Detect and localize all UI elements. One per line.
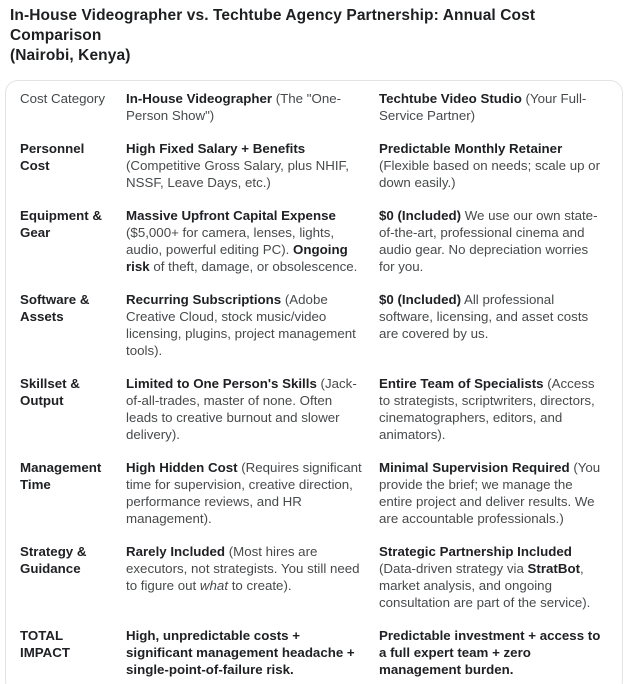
text-segment: In-House Videographer <box>126 91 273 106</box>
text-segment: (Competitive Gross Salary, plus NHIF, NSSF, Leave Days, etc.) <box>126 158 349 190</box>
cost-category-cell: Software & Assets <box>20 292 90 324</box>
document-page <box>0 6 630 684</box>
text-segment: Limited to One Person's Skills <box>126 376 317 391</box>
text-segment: $0 (Included) <box>379 292 462 307</box>
text-segment: ($5,000+ for camera, lenses, lights, audio, powerful editing PC). <box>126 225 335 257</box>
comparison-table <box>5 80 623 684</box>
techtube-studio-cell <box>379 291 608 359</box>
text-segment: (Flexible based on needs; scale up or down easily.) <box>379 158 601 190</box>
cost-category-cell: Strategy & Guidance <box>20 544 87 576</box>
cost-category-cell: Cost Category <box>20 91 105 106</box>
text-segment: (Most hires are executors, not strategists. You still need to figure out <box>126 544 360 593</box>
text-segment: Rarely Included <box>126 544 226 559</box>
techtube-studio-cell <box>379 375 608 443</box>
text-segment: Massive Upfront Capital Expense <box>126 208 336 223</box>
text-segment: All professional software, licensing, and asset costs are covered by us. <box>379 292 589 341</box>
text-segment: to create). <box>228 578 292 593</box>
text-segment: High, unpredictable costs + significant management headache + single-point-of-failure risk. <box>126 628 355 677</box>
table-row-equipment-gear <box>20 207 608 275</box>
inhouse-videographer-cell <box>126 627 379 678</box>
table-row-personnel-cost <box>20 140 608 191</box>
cost-category-cell: Skillset & Output <box>20 376 80 408</box>
text-segment: of theft, damage, or obsolescence. <box>149 259 358 274</box>
inhouse-videographer-cell <box>126 207 379 275</box>
text-segment: (You provide the brief; we manage the entire project and deliver results. We are accountable professionals.) <box>379 460 601 526</box>
text-segment: what <box>199 578 229 593</box>
inhouse-videographer-cell <box>126 291 379 359</box>
text-segment: (Access to strategists, scriptwriters, directors, cinematographers, editors, and animators). <box>379 376 595 442</box>
text-segment: Recurring Subscriptions <box>126 292 282 307</box>
cost-category-cell: TOTAL IMPACT <box>20 628 70 660</box>
table-row-software-assets <box>20 291 608 359</box>
inhouse-videographer-cell <box>126 543 379 611</box>
techtube-studio-cell <box>379 627 608 678</box>
techtube-studio-cell <box>379 459 608 527</box>
text-segment: We use our own state-of-the-art, professional cinema and audio gear. No depreciation worries for you. <box>379 208 598 274</box>
techtube-studio-cell <box>379 543 608 611</box>
text-segment: , market analysis, and ongoing consultation are part of the service). <box>379 561 591 610</box>
text-segment: Entire Team of Specialists <box>379 376 544 391</box>
cost-category-cell: Equipment & Gear <box>20 208 102 240</box>
text-segment: (Your Full-Service Partner) <box>379 91 587 123</box>
techtube-studio-cell <box>379 90 608 124</box>
text-segment: Predictable Monthly Retainer <box>379 141 563 156</box>
cost-category-cell: Personnel Cost <box>20 141 85 173</box>
techtube-studio-cell <box>379 207 608 275</box>
techtube-studio-cell <box>379 140 608 191</box>
text-segment: High Fixed Salary + Benefits <box>126 141 306 156</box>
text-segment: Ongoing risk <box>126 242 348 274</box>
page-title-line1: In-House Videographer vs. Techtube Agency Partnership: Annual Cost Comparison <box>10 7 536 44</box>
text-segment: Predictable investment + access to a full expert team + zero management burden. <box>379 628 601 677</box>
text-segment: High Hidden Cost <box>126 460 238 475</box>
text-segment: (Jack-of-all-trades, master of none. Often leads to creative burnout and slower delivery). <box>126 376 357 442</box>
text-segment: (Adobe Creative Cloud, stock music/video licensing, plugins, project management tools). <box>126 292 356 358</box>
text-segment: (The "One-Person Show") <box>126 91 342 123</box>
text-segment: Techtube Video Studio <box>379 91 522 106</box>
inhouse-videographer-cell <box>126 90 379 124</box>
table-row-management-time <box>20 459 608 527</box>
text-segment: Minimal Supervision Required <box>379 460 570 475</box>
page-title <box>10 6 620 66</box>
inhouse-videographer-cell <box>126 140 379 191</box>
text-segment: Strategic Partnership Included <box>379 544 572 559</box>
table-header-row <box>20 90 608 124</box>
cost-category-cell: Management Time <box>20 460 102 492</box>
text-segment: (Data-driven strategy via <box>379 561 528 576</box>
inhouse-videographer-cell <box>126 375 379 443</box>
table-row-total-impact <box>20 627 608 678</box>
table-row-strategy-guidance <box>20 543 608 611</box>
text-segment: StratBot <box>527 561 580 576</box>
text-segment: $0 (Included) <box>379 208 462 223</box>
inhouse-videographer-cell <box>126 459 379 527</box>
text-segment: (Requires significant time for supervision, creative direction, performance reviews, and HR management). <box>126 460 362 526</box>
table-row-skillset-output <box>20 375 608 443</box>
page-title-line2: (Nairobi, Kenya) <box>10 47 131 64</box>
